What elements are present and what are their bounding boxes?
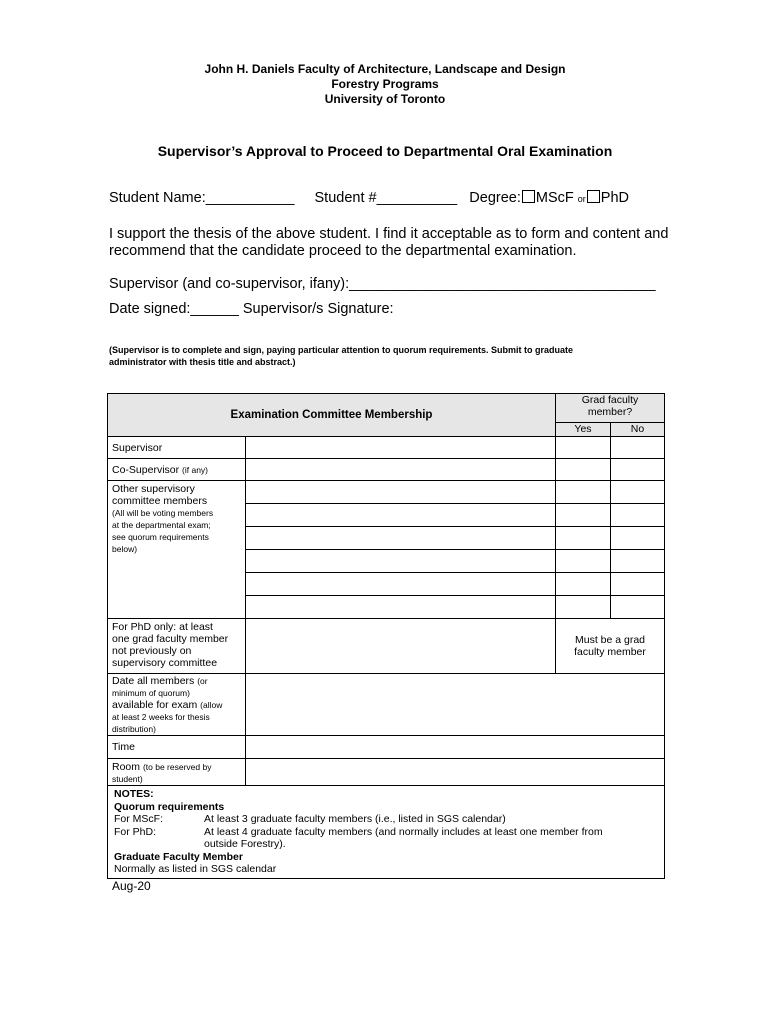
member-yes-cell[interactable]: [556, 481, 611, 504]
phd-note-cont: outside Forestry).: [204, 838, 286, 850]
cosupervisor-yes-cell[interactable]: [556, 459, 611, 481]
member-yes-cell[interactable]: [556, 573, 611, 596]
grad-faculty-header: [556, 394, 665, 423]
date-signed-field[interactable]: Date signed:______: [109, 301, 239, 317]
member-yes-cell[interactable]: [556, 596, 611, 619]
time-cell[interactable]: [246, 736, 665, 759]
header-faculty: John H. Daniels Faculty of Architecture, Landscape and Design: [204, 62, 566, 76]
instruction-line-1: (Supervisor is to complete and sign, paying particular attention to quorum requirements. Submit to graduate: [109, 345, 574, 355]
support-text-2: recommend that the candidate proceed to the departmental examination.: [109, 243, 577, 259]
phd-external-name-cell[interactable]: [246, 619, 556, 674]
member-no-cell[interactable]: [611, 504, 665, 527]
gfm-text: Normally as listed in SGS calendar: [114, 863, 277, 875]
cosupervisor-no-cell[interactable]: [611, 459, 665, 481]
phd-label: PhD: [600, 190, 630, 206]
gfm-title: Graduate Faculty Member: [114, 850, 243, 863]
degree-label: Degree:: [469, 190, 521, 206]
grad-faculty-header-2: member?: [587, 406, 633, 418]
member-no-cell[interactable]: [611, 596, 665, 619]
student-name-field[interactable]: Student Name:___________: [109, 190, 295, 206]
cosupervisor-label: Co-Supervisor (if any): [108, 459, 246, 481]
member-yes-cell[interactable]: [556, 550, 611, 573]
table-row: [108, 759, 665, 786]
signature-field[interactable]: Supervisor/s Signature:: [242, 301, 394, 317]
must-be-grad-note: Must be a grad faculty member: [556, 619, 665, 674]
phd-checkbox[interactable]: [587, 190, 600, 203]
or-text: or: [577, 194, 586, 204]
mscf-note: For MScF: At least 3 graduate faculty members (i.e., listed in SGS calendar): [114, 813, 506, 825]
member-name-cell[interactable]: [246, 573, 556, 596]
yes-header: Yes: [556, 423, 611, 437]
date-signature-line: [109, 301, 394, 317]
member-yes-cell[interactable]: [556, 527, 611, 550]
notes-row: [108, 786, 665, 879]
member-name-cell[interactable]: [246, 550, 556, 573]
table-row: [108, 619, 665, 674]
phd-note: For PhD: At least 4 graduate faculty members (and normally includes at least one member from: [114, 825, 603, 838]
header-university: University of Toronto: [324, 92, 446, 106]
no-header: No: [611, 423, 665, 437]
time-label: Time: [108, 736, 246, 759]
member-yes-cell[interactable]: [556, 504, 611, 527]
other-members-label: Other supervisory committee members (All will be voting members at the departmental exam; see quorum requirements below): [108, 481, 246, 619]
grad-faculty-header-1: Grad faculty: [581, 394, 639, 406]
form-title: Supervisor’s Approval to Proceed to Departmental Oral Examination: [157, 143, 613, 159]
member-name-cell[interactable]: [246, 596, 556, 619]
member-no-cell[interactable]: [611, 527, 665, 550]
notes-title: NOTES:: [114, 788, 154, 800]
committee-header: Examination Committee Membership: [108, 394, 556, 437]
cosupervisor-name-cell[interactable]: [246, 459, 556, 481]
footer-date: Aug-20: [112, 879, 151, 893]
table-row: [108, 736, 665, 759]
room-label: Room (to be reserved by student): [108, 759, 246, 786]
table-row: [108, 674, 665, 736]
member-name-cell[interactable]: [246, 527, 556, 550]
member-name-cell[interactable]: [246, 481, 556, 504]
member-no-cell[interactable]: [611, 481, 665, 504]
table-row: [108, 459, 665, 481]
table-row: [108, 481, 665, 504]
instruction-line-2: administrator with thesis title and abstract.): [109, 357, 296, 367]
date-available-label: Date all members (or minimum of quorum) available for exam (allow at least 2 weeks for thesis distribution): [108, 674, 246, 736]
support-text-1: I support the thesis of the above student. I find it acceptable as to form and content and: [109, 226, 669, 242]
student-number-field[interactable]: Student #__________: [314, 190, 458, 206]
mscf-checkbox[interactable]: [522, 190, 535, 203]
supervisor-field[interactable]: Supervisor (and co-supervisor, ifany):______________________________________: [109, 276, 656, 292]
committee-table: [107, 393, 665, 879]
student-line: [109, 190, 629, 206]
mscf-label: MScF: [535, 190, 574, 206]
date-available-cell[interactable]: [246, 674, 665, 736]
table-header-row: [108, 394, 665, 423]
room-cell[interactable]: [246, 759, 665, 786]
supervisor-name-cell[interactable]: [246, 437, 556, 459]
supervisor-label: Supervisor: [108, 437, 246, 459]
quorum-title: Quorum requirements: [114, 800, 225, 813]
member-name-cell[interactable]: [246, 504, 556, 527]
supervisor-yes-cell[interactable]: [556, 437, 611, 459]
header-program: Forestry Programs: [331, 77, 439, 91]
supervisor-no-cell[interactable]: [611, 437, 665, 459]
member-no-cell[interactable]: [611, 550, 665, 573]
notes-cell: [108, 786, 665, 879]
member-no-cell[interactable]: [611, 573, 665, 596]
phd-external-label: For PhD only: at least one grad faculty member not previously on supervisory committee: [108, 619, 246, 674]
table-row: [108, 437, 665, 459]
